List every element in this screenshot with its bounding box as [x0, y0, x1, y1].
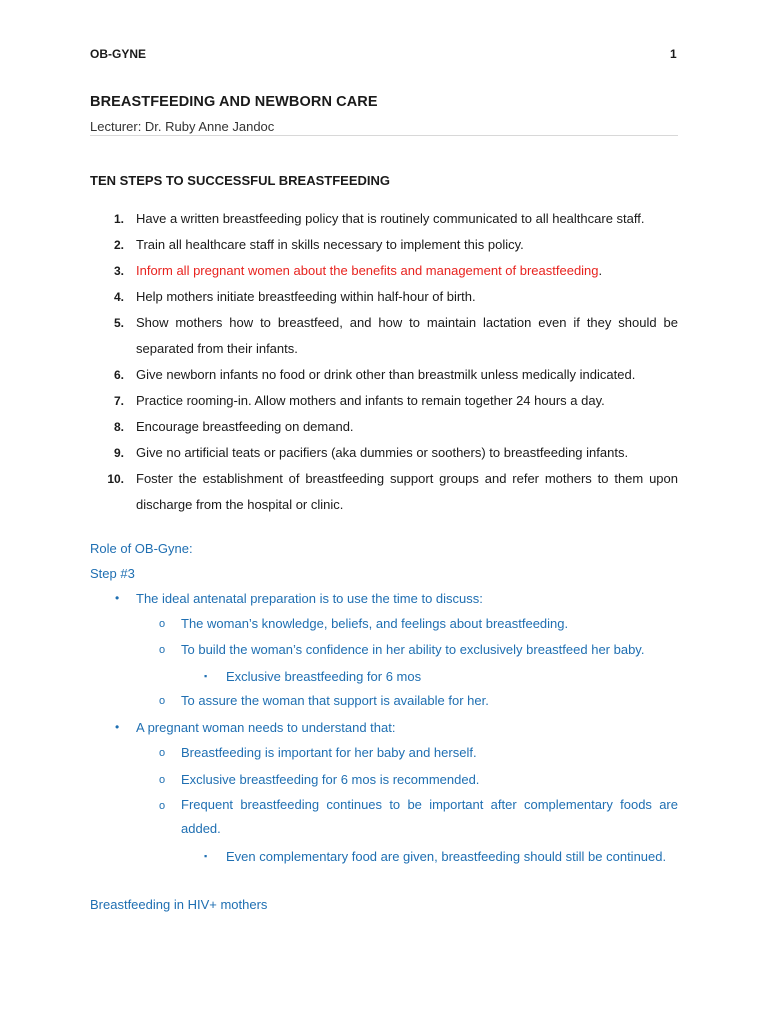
running-header: OB-GYNE: [90, 47, 147, 61]
list-item: 2. Train all healthcare staff in skills necessary to implement this policy.: [113, 237, 524, 252]
list-item: 7. Practice rooming-in. Allow mothers and infants to remain together 24 hours a day.: [113, 393, 605, 408]
nested-bullet-text: Exclusive breastfeeding for 6 mos: [226, 669, 422, 684]
ten-steps-list: [90, 206, 678, 518]
hiv-heading: Breastfeeding in HIV+ mothers: [90, 897, 268, 912]
list-item: 6. Give newborn infants no food or drink other than breastmilk unless medically indicated.: [113, 367, 636, 382]
sub-bullet-marker: o: [159, 800, 166, 812]
sub-bullet-text: To assure the woman that support is available for her.: [181, 693, 489, 708]
sub-bullet-marker: o: [159, 644, 166, 656]
sub-bullet-marker: o: [159, 695, 166, 707]
sub-bullet-text: Frequent breastfeeding continues to be important after complementary foods are added.: [181, 797, 678, 836]
nested-bullet-marker: ▪: [204, 671, 208, 681]
section-title: TEN STEPS TO SUCCESSFUL BREASTFEEDING: [90, 173, 391, 188]
sub-bullet-text: Breastfeeding is important for her baby and herself.: [181, 745, 477, 760]
sub-bullet-text: The woman’s knowledge, beliefs, and feelings about breastfeeding.: [181, 616, 569, 631]
sub-bullet-text: Exclusive breastfeeding for 6 mos is recommended.: [181, 772, 480, 787]
list-item: 1. Have a written breastfeeding policy that is routinely communicated to all healthcare staff.: [113, 211, 645, 226]
sub-bullet-marker: o: [159, 618, 166, 630]
bullet-text: A pregnant woman needs to understand that:: [136, 720, 396, 735]
bullet-text: The ideal antenatal preparation is to use the time to discuss:: [136, 591, 483, 606]
nested-bullet-marker: ▪: [204, 851, 208, 861]
nested-bullet-text: Even complementary food are given, breastfeeding should still be continued.: [226, 849, 667, 864]
role-heading: Role of OB-Gyne:: [90, 541, 193, 556]
title-divider: [90, 135, 678, 136]
step-label: Step #3: [90, 566, 135, 581]
lecturer-line: Lecturer: Dr. Ruby Anne Jandoc: [90, 119, 275, 134]
list-item: 9. Give no artificial teats or pacifiers (aka dummies or soothers) to breastfeeding infants.: [113, 445, 629, 460]
bullet-marker: •: [115, 591, 120, 605]
document-title: BREASTFEEDING AND NEWBORN CARE: [90, 94, 378, 110]
sub-bullet-text: To build the woman’s confidence in her ability to exclusively breastfeed her baby.: [181, 642, 645, 657]
list-item: 5. Show mothers how to breastfeed, and how to maintain lactation even if they should be separated from their infants.: [113, 315, 678, 356]
bullet-marker: •: [115, 720, 120, 734]
list-item: 3. Inform all pregnant women about the benefits and management of breastfeeding.: [113, 263, 603, 278]
list-item: 4. Help mothers initiate breastfeeding within half-hour of birth.: [113, 289, 476, 304]
list-item: 8. Encourage breastfeeding on demand.: [113, 419, 354, 434]
sub-bullet-marker: o: [159, 774, 166, 786]
page-number: 1: [670, 47, 677, 61]
list-item: 10. Foster the establishment of breastfeeding support groups and refer mothers to them upon discharge from the hospital or clinic.: [107, 471, 678, 512]
sub-bullet-marker: o: [159, 747, 166, 759]
